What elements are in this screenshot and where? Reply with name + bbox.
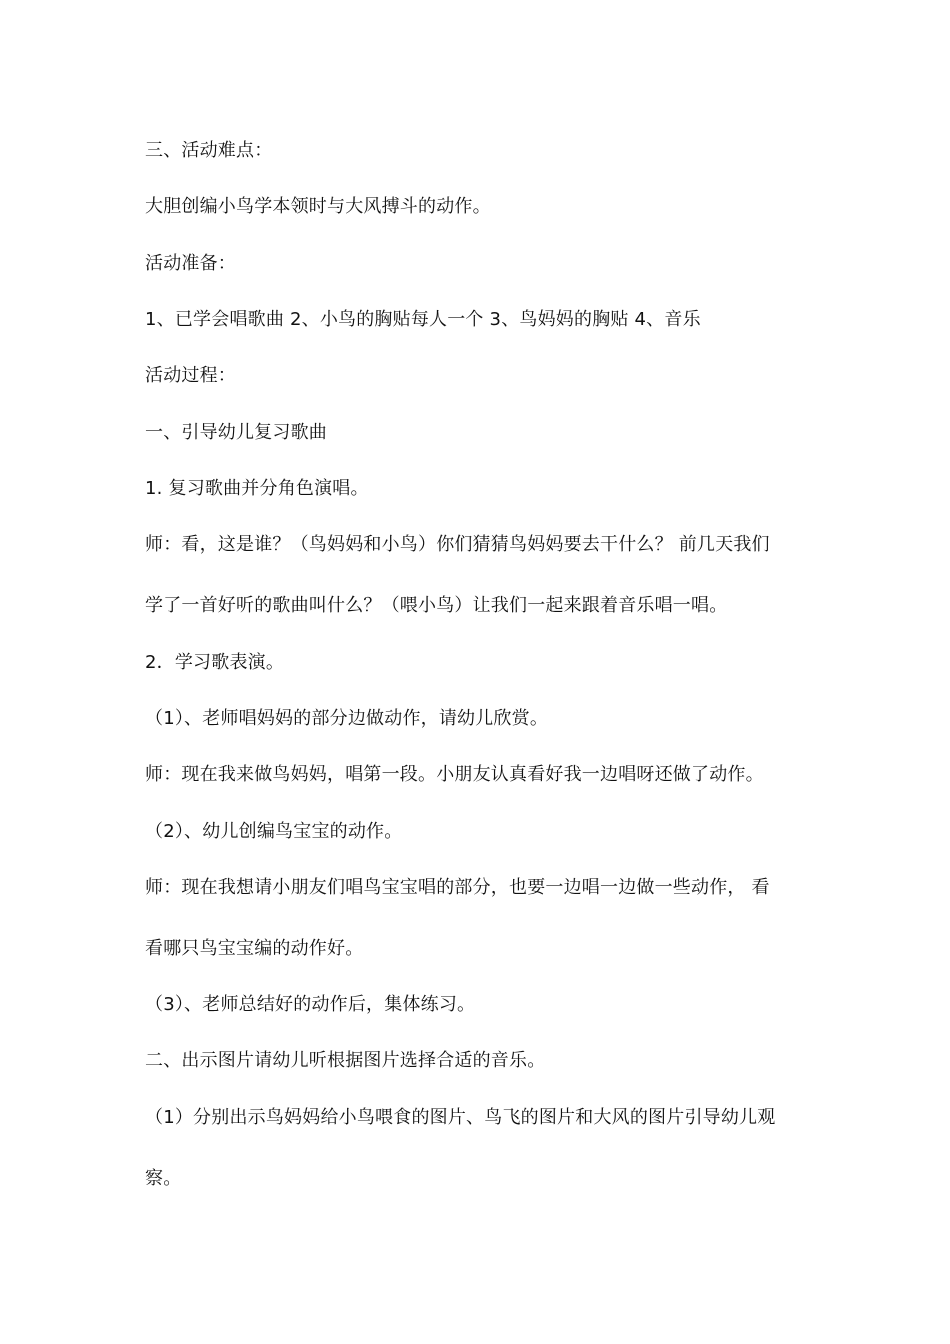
sub-step-3: （3）、老师总结好的动作后，集体练习。: [145, 994, 476, 1015]
subheading-review-song: 一、引导幼儿复习歌曲: [145, 422, 327, 443]
teacher-line-3a: 师：现在我想请小朋友们唱鸟宝宝唱的部分，也要一边唱一边做一些动作， 看: [145, 877, 770, 898]
pictures-step-1a: （1）分别出示鸟妈妈给小鸟喂食的图片、鸟飞的图片和大风的图片引导幼儿观: [145, 1107, 776, 1128]
section-heading-process: 活动过程：: [145, 365, 236, 386]
paragraph-preparation: 1、已学会唱歌曲 2、小鸟的胸贴每人一个 3、鸟妈妈的胸贴 4、音乐: [145, 309, 701, 330]
step-review-song: 1. 复习歌曲并分角色演唱。: [145, 478, 369, 499]
section-heading-difficulty: 三、活动难点：: [145, 140, 273, 161]
sub-step-1: （1）、老师唱妈妈的部分边做动作，请幼儿欣赏。: [145, 708, 549, 729]
section-heading-preparation: 活动准备：: [145, 253, 236, 274]
teacher-line-2: 师：现在我来做鸟妈妈，唱第一段。小朋友认真看好我一边唱呀还做了动作。: [145, 764, 764, 785]
sub-step-2: （2）、幼儿创编鸟宝宝的动作。: [145, 821, 403, 842]
step-song-performance: 2．学习歌表演。: [145, 652, 285, 673]
teacher-line-1b: 学了一首好听的歌曲叫什么？（喂小鸟）让我们一起来跟着音乐唱一唱。: [145, 595, 728, 616]
paragraph-difficulty: 大胆创编小鸟学本领时与大风搏斗的动作。: [145, 196, 491, 217]
pictures-step-1b: 察。: [145, 1168, 182, 1189]
teacher-line-3b: 看哪只鸟宝宝编的动作好。: [145, 938, 364, 959]
subheading-pictures: 二、出示图片请幼儿听根据图片选择合适的音乐。: [145, 1050, 546, 1071]
teacher-line-1a: 师：看，这是谁？（鸟妈妈和小鸟）你们猜猜鸟妈妈要去干什么？ 前几天我们: [145, 534, 770, 555]
